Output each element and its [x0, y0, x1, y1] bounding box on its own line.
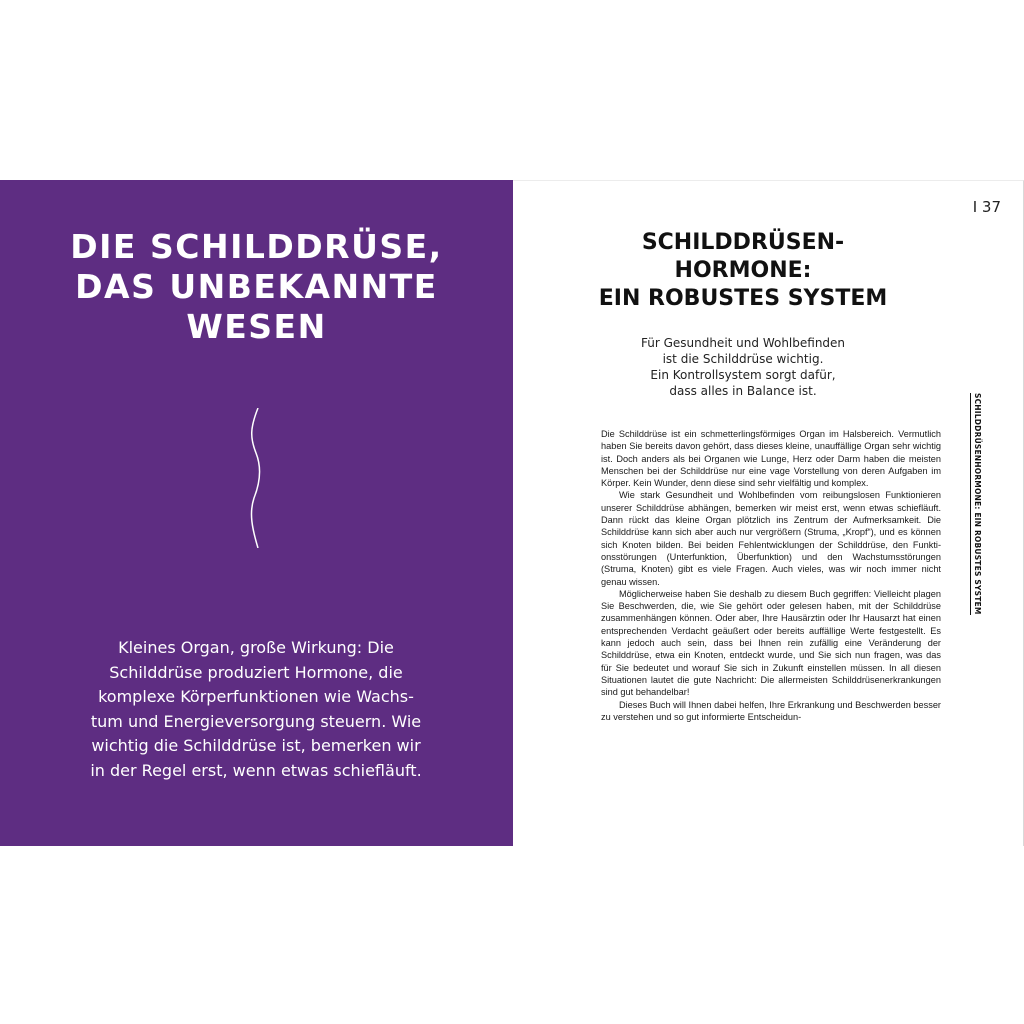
right-page-title	[583, 229, 903, 313]
left-title-line: DIE SCHILDDRÜSE,	[70, 227, 443, 266]
left-page-title	[40, 227, 473, 347]
body-paragraph: Dieses Buch will Ihnen dabei helfen, Ihre Erkrankung und Beschwerden besser zu verstehen und so gut informierte Entscheidun-	[601, 699, 941, 722]
body-text	[601, 428, 941, 723]
left-page	[0, 180, 513, 846]
right-title-line: HORMONE:	[674, 258, 812, 283]
book-spread	[0, 180, 1024, 846]
wavy-line-decoration	[244, 408, 268, 548]
right-title-line: SCHILDDRÜSEN-	[641, 230, 845, 255]
subtitle-line: dass alles in Balance ist.	[669, 384, 817, 398]
right-title-line: EIN ROBUSTES SYSTEM	[598, 286, 888, 311]
body-paragraph: Möglicherweise haben Sie deshalb zu diesem Buch gegriffen: Vielleicht plagen Sie Beschwerden, die, wie Sie gehört oder gelesen haben, mit der Schilddrüse zusammenhängen können. Oder aber, Ihre Hausärztin oder Ihr Hausarzt hat einen entsprechenden Verdacht geäußert oder bereits auffällige Werte festgestellt. Es kann jedoch auch sein, dass bei Ihnen rein zufällig eine Veränderung der Schilddrüse, etwa ein Knoten, entdeckt wurde, und Sie sich nun fragen, was das für Sie bedeutet und worauf Sie sich in Zukunft einstellen müssen. In all diesen Situationen lautet die gute Nachricht: Die allermeisten Schilddrüsenerkrankungen sind gut behandelbar!	[601, 588, 941, 698]
subtitle-line: Ein Kontrollsystem sorgt dafür,	[650, 368, 836, 382]
running-head-vertical: SCHILDDRÜSENHORMONE: EIN ROBUSTES SYSTEM	[970, 393, 982, 615]
left-title-line: WESEN	[186, 307, 327, 346]
subtitle-line: Für Gesundheit und Wohlbefinden	[640, 336, 846, 350]
subtitle-line: ist die Schilddrüse wichtig.	[662, 352, 824, 366]
body-paragraph: Wie stark Gesundheit und Wohlbefinden vom reibungslosen Funktionieren unserer Schilddrüse abhängen, bemerken wir meist erst, wenn etwas schiefläuft. Dann rückt das kleine Organ plötzlich ins Zentrum der Aufmerksamkeit. Die Schilddrüse kann sich aber auch nur vergrößern (Struma, „Kropf“), und es können sich Knoten bilden. Bei beiden Fehlentwicklungen der Schilddrüse, den Funktionsstörungen (Unterfunktion, Überfunktion) und den Wachstumsstörungen (Struma, Knoten) gibt es viele Fragen. Auch vieles, was wir noch immer nicht genau wissen.	[601, 490, 941, 587]
left-page-intro: Kleines Organ, große Wirkung: Die Schilddrüse produziert Hormone, die komplexe Körperfunktionen wie Wachstum und Energieversorgung steuern. Wie wichtig die Schilddrüse ist, bemerken wir in der Regel erst, wenn etwas schiefläuft.	[90, 638, 422, 780]
right-page	[513, 180, 1024, 846]
page-number: I 37	[972, 198, 1001, 216]
right-page-subtitle	[633, 335, 853, 399]
body-paragraph: Die Schilddrüse ist ein schmetterlingsförmiges Organ im Halsbereich. Vermutlich haben Sie bereits davon gehört, dass dieses kleine, unauffällige Organ sehr wichtig ist. Doch anders als bei Organen wie Lunge, Herz oder Darm haben die meisten Menschen bei der Schilddrüse nur eine vage Vorstellung von deren Aufgaben im Körper. Kein Wunder, denn diese sind sehr vielfältig und komplex.	[601, 429, 941, 489]
left-title-line: DAS UNBEKANNTE	[75, 267, 438, 306]
